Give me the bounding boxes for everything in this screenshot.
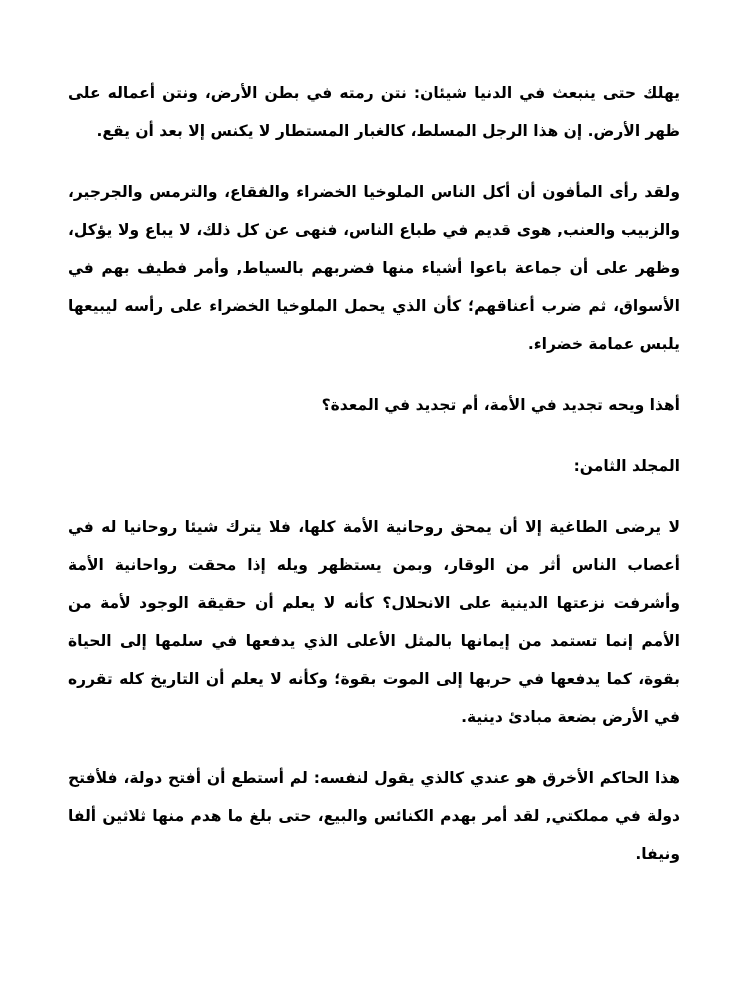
document-page [68, 74, 680, 873]
paragraph-1: يهلك حتى ينبعث في الدنيا شيئان: نتن رمته في بطن الأرض، ونتن أعماله على ظهر الأرض. إن هذا الرجل المسلط، كالغبار المستطار لا يكنس إلا بعد أن يقع. [68, 84, 680, 140]
paragraph-3: أهذا ويحه تجديد في الأمة، أم تجديد في المعدة؟ [321, 396, 680, 414]
paragraph-2: ولقد رأى المأفون أن أكل الناس الملوخيا الخضراء والفقاع، والترمس والجرجير، والزبيب والعنب, هوى قديم في طباع الناس، فنهى عن كل ذلك، لا يباع ولا يؤكل، وظهر على أن جماعة باعوا أشياء منها فضربهم بالسياط, وأمر فطيف بهم في الأسواق، ثم ضرب أعناقهم؛ كأن الذي يحمل الملوخيا الخضراء على رأسه ليبيعها يلبس عمامة خضراء. [68, 183, 680, 353]
paragraph-4: لا يرضى الطاغية إلا أن يمحق روحانية الأمة كلها، فلا يترك شيئا روحانيا له في أعصاب الناس أثر من الوقار، وبمن يستظهر ويله إذا محقت رواحانية الأمة وأشرفت نزعتها الدينية على الانحلال؟ كأنه لا يعلم أن حقيقة الوجود لأمة من الأمم إنما تستمد من إيمانها بالمثل الأعلى الذي يدفعها في سلمها إلى الحياة بقوة، كما يدفعها في حربها إلى الموت بقوة؛ وكأنه لا يعلم أن التاريخ كله تقرره في الأرض بضعة مبادئ دينية. [68, 518, 680, 726]
paragraph-5: هذا الحاكم الأخرق هو عندي كالذي يقول لنفسه: لم أستطع أن أفتح دولة، فلأفتح دولة في مملكتي, لقد أمر بهدم الكنائس والبيع، حتى بلغ ما هدم منها ثلاثين ألفا ونيفا. [68, 769, 680, 863]
section-heading: المجلد الثامن: [573, 457, 680, 475]
